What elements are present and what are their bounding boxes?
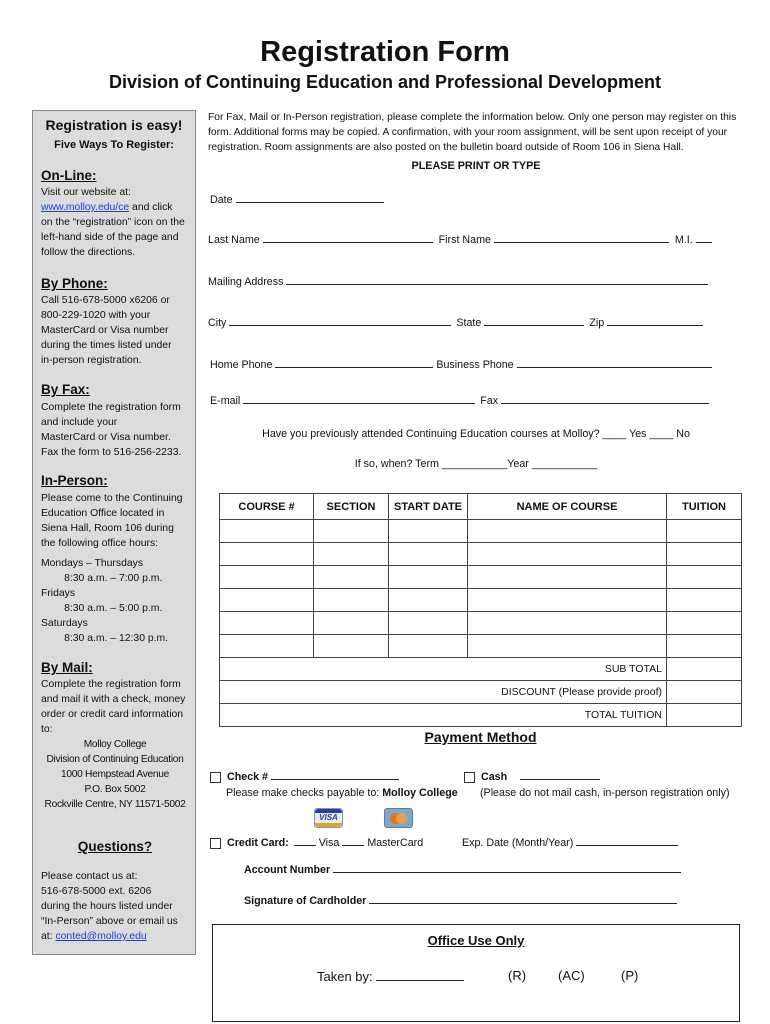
payment-method-title: Payment Method: [424, 729, 537, 745]
account-number-row: Account Number: [244, 862, 681, 876]
office-code-p: (P): [621, 968, 639, 983]
office-use-title: Office Use Only: [427, 933, 525, 948]
page-subtitle: Division of Continuing Education and Professional Development: [108, 72, 662, 92]
col-section: SECTION: [314, 494, 389, 520]
visa-option-field[interactable]: [294, 835, 316, 846]
discount-row: [220, 681, 742, 704]
online-text: Visit our website at: www.molloy.edu/ce and click on the “registration” icon on the left-hand side of the page and follow the directions.: [41, 187, 185, 258]
page-title: Registration Form: [260, 36, 510, 68]
credit-card-row: Credit Card: Visa MasterCard: [210, 835, 423, 849]
fax-heading: By Fax:: [41, 382, 90, 397]
attended-question: Have you previously attended Continuing Education courses at Molloy? ____ Yes ____ No: [262, 428, 690, 440]
sidebar-subheading: Five Ways To Register:: [54, 139, 174, 151]
office-code-ac: (AC): [558, 968, 585, 983]
course-table: [219, 493, 742, 727]
attended-when: If so, when? Term ___________Year ___________: [354, 458, 598, 470]
total-value[interactable]: [667, 704, 742, 727]
mi-field[interactable]: [696, 232, 712, 243]
cash-note: (Please do not mail cash, in-person registration only): [480, 787, 730, 799]
phone-row: Home Phone Business Phone: [210, 357, 712, 371]
table-row[interactable]: [220, 543, 742, 566]
home-phone-field[interactable]: [275, 357, 433, 368]
check-row: Check #: [210, 769, 399, 783]
fax-text: Complete the registration form and include your MasterCard or Visa number. Fax the form to 516-256-2233.: [41, 402, 182, 458]
credit-card-checkbox[interactable]: [210, 838, 221, 849]
sidebar: [32, 110, 196, 955]
exp-date-field[interactable]: [576, 835, 678, 846]
col-course-number: COURSE #: [220, 494, 314, 520]
subtotal-label: SUB TOTAL: [220, 658, 667, 681]
visa-logo: VISA: [314, 808, 343, 828]
business-phone-field[interactable]: [517, 357, 712, 368]
col-course-name: NAME OF COURSE: [468, 494, 667, 520]
name-row: Last Name First Name M.I.: [208, 232, 712, 246]
phone-heading: By Phone:: [41, 276, 108, 291]
mail-text: Complete the registration form and mail it with a check, money order or credit card information to:: [41, 679, 186, 735]
zip-field[interactable]: [607, 315, 703, 326]
address-row: Mailing Address: [208, 274, 708, 288]
questions-heading: Questions?: [77, 839, 153, 854]
col-start-date: START DATE: [389, 494, 468, 520]
table-row[interactable]: [220, 589, 742, 612]
discount-value[interactable]: [667, 681, 742, 704]
check-note: Please make checks payable to: Molloy College: [226, 787, 458, 799]
total-row: [220, 704, 742, 727]
mail-address: Molloy College Division of Continuing Education 1000 Hempstead Avenue P.O. Box 5002 Rockville Centre, NY 11571-5002: [44, 739, 186, 810]
mail-heading: By Mail:: [41, 660, 93, 675]
mastercard-logo: [384, 808, 413, 828]
exp-date-row: Exp. Date (Month/Year): [462, 835, 678, 849]
table-header-row: [220, 494, 742, 520]
mailing-address-field[interactable]: [286, 274, 708, 285]
state-field[interactable]: [484, 315, 584, 326]
table-row[interactable]: [220, 612, 742, 635]
city-row: City State Zip: [208, 315, 703, 329]
table-row[interactable]: [220, 566, 742, 589]
cash-row: Cash: [464, 769, 600, 783]
cash-checkbox[interactable]: [464, 772, 475, 783]
office-code-r: (R): [508, 968, 527, 983]
print-notice: PLEASE PRINT OR TYPE: [411, 160, 541, 172]
table-row[interactable]: [220, 635, 742, 658]
table-row[interactable]: [220, 520, 742, 543]
signature-field[interactable]: [369, 893, 677, 904]
online-heading: On-Line:: [41, 168, 97, 183]
mastercard-option-field[interactable]: [342, 835, 364, 846]
questions-text: Please contact us at: 516-678-5000 ext. 6206 during the hours listed under “In-Person” above or email us at: conted@molloy.edu: [41, 871, 178, 942]
email-link[interactable]: conted@molloy.edu: [55, 931, 147, 942]
date-row: Date: [210, 192, 384, 206]
col-tuition: TUITION: [667, 494, 742, 520]
email-field[interactable]: [243, 393, 475, 404]
signature-row: Signature of Cardholder: [244, 893, 677, 907]
taken-by-row: Taken by:: [317, 968, 464, 984]
discount-label: DISCOUNT (Please provide proof): [220, 681, 667, 704]
website-link[interactable]: www.molloy.edu/ce: [41, 202, 130, 213]
in-person-heading: In-Person:: [41, 473, 108, 488]
office-hours: Mondays – Thursdays 8:30 a.m. – 7:00 p.m. Fridays 8:30 a.m. – 5:00 p.m. Saturdays 8:30 a.m. – 12:30 p.m.: [41, 558, 169, 644]
cash-amount-field[interactable]: [520, 769, 600, 780]
taken-by-field[interactable]: [376, 968, 464, 981]
email-row: E-mail Fax: [210, 393, 709, 407]
check-checkbox[interactable]: [210, 772, 221, 783]
intro-text: For Fax, Mail or In-Person registration, please complete the information below. Only one person may register on this form. Additional forms may be copied. A confirmation, with your room assignment, will be sent upon receipt of your registration. Room assignments are also posted on the bulletin board outside of Room 106 in Siena Hall.: [208, 112, 737, 153]
in-person-text: Please come to the Continuing Education Office located in Siena Hall, Room 106 during the following office hours:: [41, 493, 183, 549]
check-number-field[interactable]: [271, 769, 399, 780]
last-name-field[interactable]: [263, 232, 433, 243]
first-name-field[interactable]: [494, 232, 669, 243]
fax-field[interactable]: [501, 393, 709, 404]
subtotal-value[interactable]: [667, 658, 742, 681]
subtotal-row: [220, 658, 742, 681]
city-field[interactable]: [229, 315, 451, 326]
total-label: TOTAL TUITION: [220, 704, 667, 727]
sidebar-heading: Registration is easy!: [45, 117, 183, 133]
date-field[interactable]: [236, 192, 384, 203]
account-number-field[interactable]: [333, 862, 681, 873]
office-use-box: [212, 924, 740, 1022]
phone-text: Call 516-678-5000 x6206 or 800-229-1020 with your MasterCard or Visa number during the times listed under in-person registration.: [41, 295, 172, 366]
